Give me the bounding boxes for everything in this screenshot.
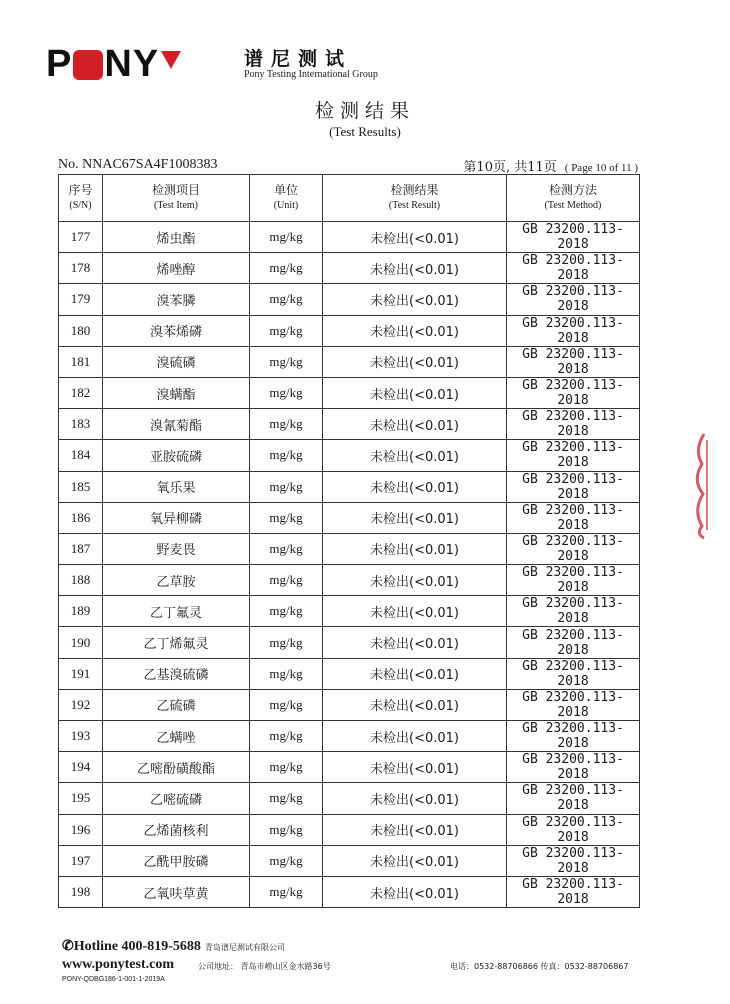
row-test-item: 溴硫磷	[103, 346, 250, 377]
footer-form-number: PONY-QDBG186-1-001-1-2019A	[62, 976, 165, 983]
row-unit: mg/kg	[250, 876, 323, 907]
row-test-result: 未检出(<0.01)	[323, 783, 507, 814]
row-sn: 193	[59, 721, 103, 752]
row-test-method: GB 23200.113-2018	[507, 845, 640, 876]
row-unit: mg/kg	[250, 471, 323, 502]
row-test-method: GB 23200.113-2018	[507, 876, 640, 907]
row-test-method: GB 23200.113-2018	[507, 471, 640, 502]
row-test-item: 溴氰菊酯	[103, 409, 250, 440]
table-row	[59, 222, 640, 253]
table-row	[59, 502, 640, 533]
row-unit: mg/kg	[250, 284, 323, 315]
company-name-cn: 谱尼测试	[244, 48, 353, 70]
row-test-item: 乙基溴硫磷	[103, 658, 250, 689]
row-test-method: GB 23200.113-2018	[507, 377, 640, 408]
table-row	[59, 721, 640, 752]
row-test-result: 未检出(<0.01)	[323, 346, 507, 377]
footer-phone: 电话：0532-88706866 传真：0532-88706867	[450, 962, 629, 971]
row-sn: 177	[59, 222, 103, 253]
row-test-result: 未检出(<0.01)	[323, 222, 507, 253]
table-row	[59, 471, 640, 502]
row-test-method: GB 23200.113-2018	[507, 689, 640, 720]
table-row	[59, 658, 640, 689]
column-header-item: 检测项目 (Test Item)	[103, 175, 250, 222]
row-test-result: 未检出(<0.01)	[323, 596, 507, 627]
page-indicator	[463, 156, 638, 175]
page-title: 检测结果	[314, 100, 415, 122]
row-unit: mg/kg	[250, 346, 323, 377]
row-test-item: 乙酰甲胺磷	[103, 845, 250, 876]
row-sn: 178	[59, 253, 103, 284]
row-test-result: 未检出(<0.01)	[323, 721, 507, 752]
row-test-result: 未检出(<0.01)	[323, 440, 507, 471]
row-unit: mg/kg	[250, 845, 323, 876]
row-test-item: 烯虫酯	[103, 222, 250, 253]
test-results-table	[58, 174, 640, 908]
row-unit: mg/kg	[250, 533, 323, 564]
row-sn: 180	[59, 315, 103, 346]
table-row	[59, 533, 640, 564]
row-unit: mg/kg	[250, 440, 323, 471]
report-number: No. NNAC67SA4F1008383	[58, 157, 218, 172]
table-row	[59, 565, 640, 596]
row-test-method: GB 23200.113-2018	[507, 565, 640, 596]
table-row	[59, 627, 640, 658]
row-test-result: 未检出(<0.01)	[323, 284, 507, 315]
row-unit: mg/kg	[250, 814, 323, 845]
row-test-item: 氧乐果	[103, 471, 250, 502]
row-test-result: 未检出(<0.01)	[323, 689, 507, 720]
footer-website[interactable]: www.ponytest.com	[62, 957, 174, 972]
table-row	[59, 440, 640, 471]
table-row	[59, 284, 640, 315]
row-test-item: 乙氧呋草黄	[103, 876, 250, 907]
footer-hotline: ✆Hotline 400-819-5688 青岛谱尼测试有限公司	[62, 939, 285, 954]
row-unit: mg/kg	[250, 689, 323, 720]
row-test-result: 未检出(<0.01)	[323, 627, 507, 658]
row-unit: mg/kg	[250, 502, 323, 533]
page-indicator-en: ( Page 10 of 11 )	[564, 162, 638, 174]
row-sn: 196	[59, 814, 103, 845]
row-unit: mg/kg	[250, 596, 323, 627]
row-test-method: GB 23200.113-2018	[507, 658, 640, 689]
row-test-result: 未检出(<0.01)	[323, 533, 507, 564]
pony-logo	[46, 43, 378, 85]
table-header-row	[59, 175, 640, 222]
row-test-result: 未检出(<0.01)	[323, 253, 507, 284]
row-test-item: 烯唑醇	[103, 253, 250, 284]
row-sn: 185	[59, 471, 103, 502]
column-header-result: 检测结果 (Test Result)	[323, 175, 507, 222]
row-test-method: GB 23200.113-2018	[507, 346, 640, 377]
row-test-method: GB 23200.113-2018	[507, 502, 640, 533]
row-test-item: 氧异柳磷	[103, 502, 250, 533]
row-sn: 190	[59, 627, 103, 658]
row-test-item: 乙螨唑	[103, 721, 250, 752]
row-sn: 181	[59, 346, 103, 377]
row-unit: mg/kg	[250, 721, 323, 752]
row-test-method: GB 23200.113-2018	[507, 222, 640, 253]
row-unit: mg/kg	[250, 222, 323, 253]
row-test-result: 未检出(<0.01)	[323, 471, 507, 502]
row-test-method: GB 23200.113-2018	[507, 409, 640, 440]
row-test-method: GB 23200.113-2018	[507, 721, 640, 752]
row-unit: mg/kg	[250, 377, 323, 408]
row-test-result: 未检出(<0.01)	[323, 409, 507, 440]
company-name-en: Pony Testing International Group	[244, 69, 378, 80]
row-test-result: 未检出(<0.01)	[323, 845, 507, 876]
row-test-item: 野麦畏	[103, 533, 250, 564]
row-test-method: GB 23200.113-2018	[507, 783, 640, 814]
logo-wordmark: P NY	[46, 43, 160, 85]
row-sn: 182	[59, 377, 103, 408]
table-row	[59, 752, 640, 783]
row-test-method: GB 23200.113-2018	[507, 752, 640, 783]
row-test-result: 未检出(<0.01)	[323, 315, 507, 346]
row-unit: mg/kg	[250, 253, 323, 284]
footer-address: 公司地址： 青岛市崂山区金水路36号	[198, 962, 331, 971]
row-test-item: 溴螨酯	[103, 377, 250, 408]
row-test-method: GB 23200.113-2018	[507, 284, 640, 315]
row-test-result: 未检出(<0.01)	[323, 502, 507, 533]
row-test-item: 乙嘧硫磷	[103, 783, 250, 814]
table-row	[59, 409, 640, 440]
row-sn: 188	[59, 565, 103, 596]
row-test-result: 未检出(<0.01)	[323, 752, 507, 783]
table-row	[59, 377, 640, 408]
row-sn: 192	[59, 689, 103, 720]
row-test-method: GB 23200.113-2018	[507, 253, 640, 284]
row-sn: 191	[59, 658, 103, 689]
row-unit: mg/kg	[250, 409, 323, 440]
row-test-method: GB 23200.113-2018	[507, 533, 640, 564]
row-test-method: GB 23200.113-2018	[507, 627, 640, 658]
table-row	[59, 315, 640, 346]
table-row	[59, 253, 640, 284]
row-test-item: 乙烯菌核利	[103, 814, 250, 845]
row-test-result: 未检出(<0.01)	[323, 814, 507, 845]
row-unit: mg/kg	[250, 658, 323, 689]
row-sn: 179	[59, 284, 103, 315]
table-row	[59, 346, 640, 377]
table-row	[59, 876, 640, 907]
row-sn: 186	[59, 502, 103, 533]
row-sn: 197	[59, 845, 103, 876]
row-test-item: 溴苯烯磷	[103, 315, 250, 346]
row-test-result: 未检出(<0.01)	[323, 876, 507, 907]
page-indicator-cn: 第10页, 共11页	[463, 160, 557, 175]
row-unit: mg/kg	[250, 565, 323, 596]
page-subtitle: (Test Results)	[329, 124, 401, 139]
column-header-method: 检测方法 (Test Method)	[507, 175, 640, 222]
row-test-result: 未检出(<0.01)	[323, 377, 507, 408]
row-unit: mg/kg	[250, 783, 323, 814]
row-unit: mg/kg	[250, 752, 323, 783]
row-test-method: GB 23200.113-2018	[507, 315, 640, 346]
seal-stamp-edge	[690, 430, 708, 540]
row-test-item: 乙丁氟灵	[103, 596, 250, 627]
row-test-item: 乙嘧酚磺酸酯	[103, 752, 250, 783]
row-test-method: GB 23200.113-2018	[507, 440, 640, 471]
logo-triangle-icon	[161, 51, 181, 69]
row-test-item: 溴苯膦	[103, 284, 250, 315]
table-row	[59, 783, 640, 814]
row-sn: 187	[59, 533, 103, 564]
row-unit: mg/kg	[250, 627, 323, 658]
row-test-item: 乙丁烯氟灵	[103, 627, 250, 658]
row-sn: 183	[59, 409, 103, 440]
row-sn: 198	[59, 876, 103, 907]
table-row	[59, 689, 640, 720]
logo-o-square	[73, 50, 103, 80]
column-header-sn: 序号 (S/N)	[59, 175, 103, 222]
table-row	[59, 596, 640, 627]
row-sn: 195	[59, 783, 103, 814]
footer-company: 青岛谱尼测试有限公司	[204, 943, 285, 952]
row-test-item: 乙硫磷	[103, 689, 250, 720]
row-test-item: 乙草胺	[103, 565, 250, 596]
row-test-method: GB 23200.113-2018	[507, 814, 640, 845]
table-row	[59, 814, 640, 845]
row-sn: 189	[59, 596, 103, 627]
row-sn: 194	[59, 752, 103, 783]
row-test-result: 未检出(<0.01)	[323, 658, 507, 689]
column-header-unit: 单位 (Unit)	[250, 175, 323, 222]
row-test-method: GB 23200.113-2018	[507, 596, 640, 627]
row-test-result: 未检出(<0.01)	[323, 565, 507, 596]
row-test-item: 亚胺硫磷	[103, 440, 250, 471]
row-sn: 184	[59, 440, 103, 471]
row-unit: mg/kg	[250, 315, 323, 346]
table-row	[59, 845, 640, 876]
